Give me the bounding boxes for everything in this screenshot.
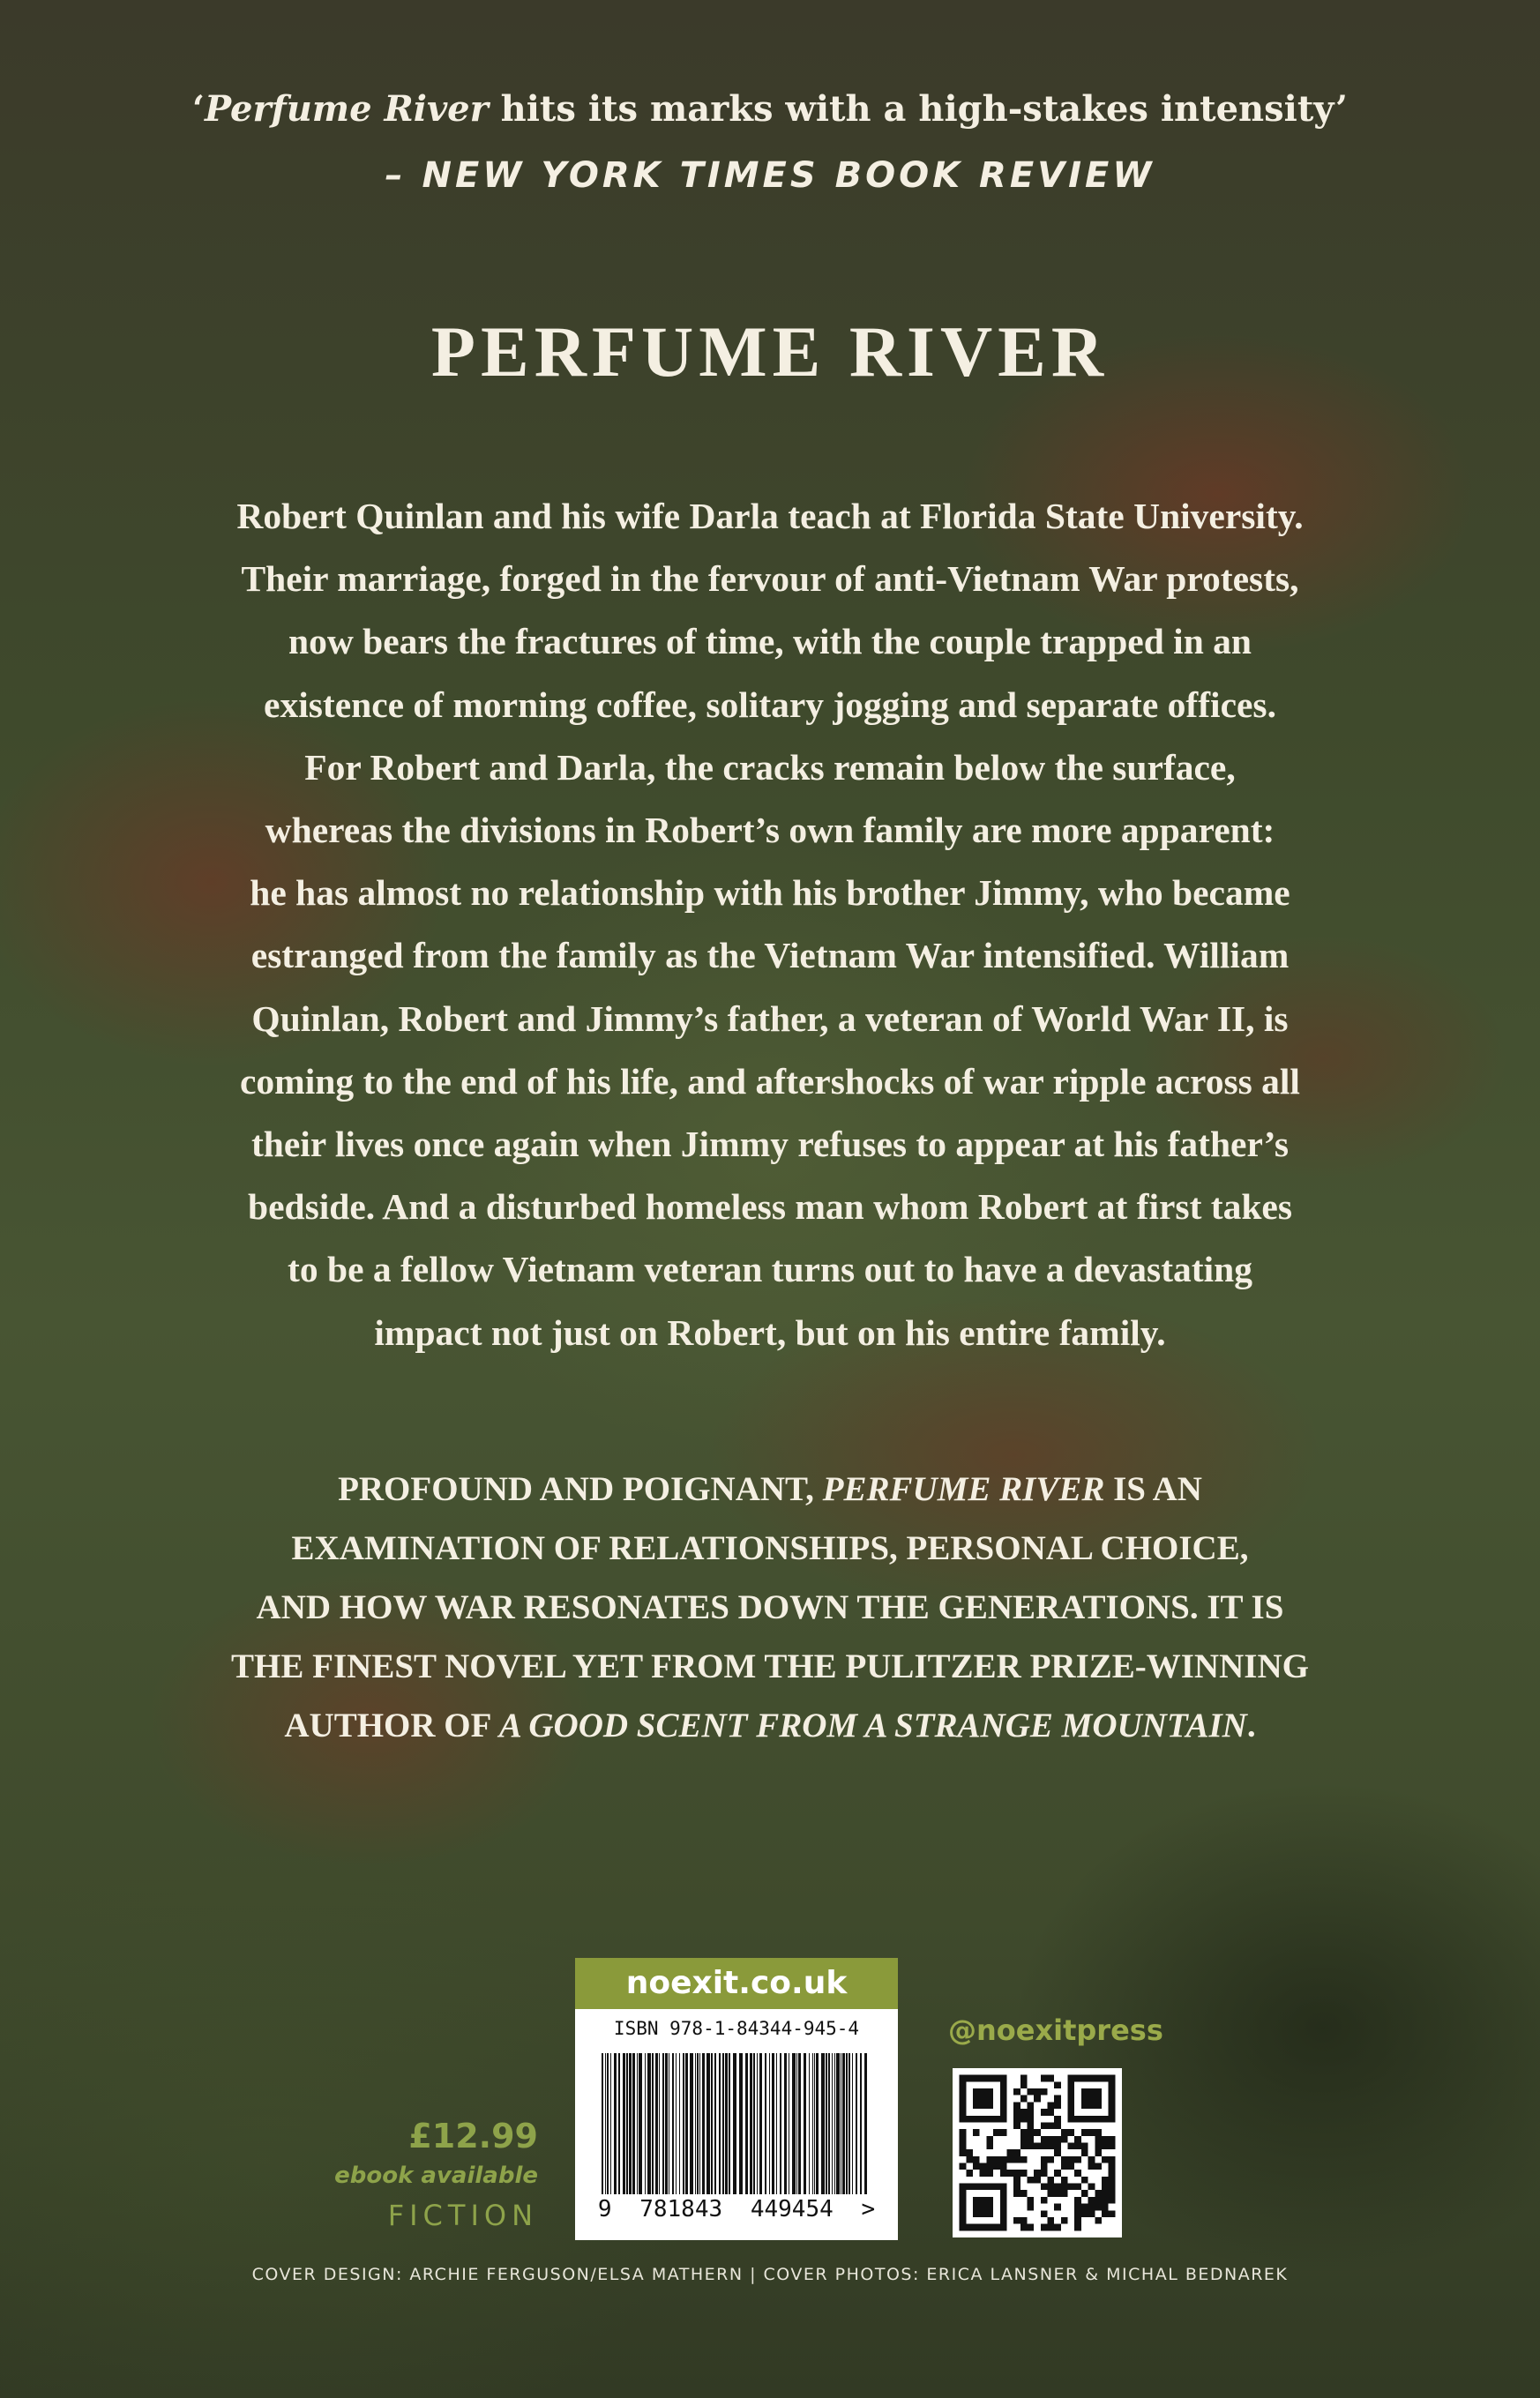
qr-module	[1041, 2184, 1048, 2191]
qr-module	[1020, 2075, 1028, 2082]
barcode-bar	[814, 2053, 815, 2194]
qr-module	[1102, 2184, 1109, 2191]
qr-module	[960, 2129, 967, 2136]
qr-module	[1095, 2129, 1102, 2136]
qr-module	[1027, 2116, 1034, 2123]
qr-module	[1034, 2095, 1041, 2103]
barcode-bar	[757, 2053, 758, 2194]
qr-module	[966, 2156, 973, 2163]
barcode-bar	[679, 2053, 680, 2194]
qr-module	[1020, 2095, 1028, 2103]
qr-module	[1048, 2109, 1055, 2116]
qr-module	[1102, 2210, 1109, 2217]
qr-module	[1048, 2224, 1055, 2231]
qr-module	[1054, 2184, 1061, 2191]
barcode-bar	[856, 2053, 857, 2194]
qr-module	[1068, 2184, 1075, 2191]
barcode-bar	[626, 2053, 628, 2194]
blurb-line: EXAMINATION OF RELATIONSHIPS, PERSONAL CHOICE,	[291, 1529, 1249, 1567]
barcode-bar	[804, 2053, 806, 2194]
qr-module	[1109, 2190, 1116, 2197]
barcode-digit: >	[861, 2196, 876, 2222]
qr-module	[1000, 2129, 1007, 2136]
blurb-line: AND HOW WAR RESONATES DOWN THE GENERATIONS. IT IS	[256, 1588, 1284, 1626]
qr-module	[1095, 2217, 1102, 2224]
barcode-bar	[683, 2053, 684, 2194]
description-line: now bears the fractures of time, with the couple trapped in an	[288, 621, 1252, 662]
barcode-bar	[848, 2053, 850, 2194]
qr-module	[1088, 2210, 1095, 2217]
barcode-bar	[672, 2053, 674, 2194]
blurb-title: A GOOD SCENT FROM A STRANGE MOUNTAIN	[498, 1707, 1247, 1744]
publisher-site: noexit.co.uk	[575, 1958, 898, 2009]
qr-module	[1013, 2122, 1020, 2129]
qr-module	[1074, 2217, 1081, 2224]
qr-module	[993, 2156, 1000, 2163]
qr-module	[1054, 2170, 1061, 2177]
qr-module	[1074, 2210, 1081, 2217]
qr-module	[1020, 2190, 1028, 2197]
qr-module	[1054, 2095, 1061, 2103]
barcode-bar	[772, 2053, 774, 2194]
qr-module	[1102, 2136, 1109, 2143]
qr-module	[1081, 2088, 1102, 2109]
barcode-bar	[602, 2053, 603, 2194]
qr-module	[1027, 2224, 1034, 2231]
barcode-bar	[809, 2053, 810, 2194]
cover-credits: COVER DESIGN: ARCHIE FERGUSON/ELSA MATHERN | COVER PHOTOS: ERICA LANSNER & MICHAL BEDNAREK	[251, 2265, 1289, 2284]
qr-module	[1054, 2102, 1061, 2109]
barcode-bar	[860, 2053, 862, 2194]
barcode-bar	[719, 2053, 721, 2194]
barcode-bar	[816, 2053, 819, 2194]
description-line: whereas the divisions in Robert’s own family are more apparent:	[265, 810, 1275, 851]
barcode-bar	[769, 2053, 770, 2194]
barcode-bar	[826, 2053, 827, 2194]
qr-module	[966, 2170, 973, 2177]
barcode-bar	[836, 2053, 840, 2194]
barcode-bars	[602, 2053, 871, 2194]
qr-module	[986, 2163, 993, 2170]
qr-module	[1068, 2156, 1075, 2163]
qr-module	[993, 2163, 1000, 2170]
barcode-bar	[733, 2053, 736, 2194]
qr-module	[1074, 2197, 1081, 2204]
barcode-bar	[665, 2053, 668, 2194]
barcode-bar	[832, 2053, 833, 2194]
qr-module	[1034, 2142, 1041, 2149]
barcode-bar	[729, 2053, 730, 2194]
qr-module	[1013, 2109, 1020, 2116]
qr-module	[1061, 2156, 1068, 2163]
price: £12.99	[408, 2117, 538, 2155]
qr-module	[1102, 2177, 1109, 2184]
barcode-bar	[745, 2053, 748, 2194]
qr-module	[1095, 2190, 1102, 2197]
blurb-line: THE FINEST NOVEL YET FROM THE PULITZER PRIZE-WINNING	[231, 1647, 1309, 1685]
qr-module	[1074, 2170, 1081, 2177]
qr-module	[973, 2163, 980, 2170]
qr-module	[960, 2149, 967, 2156]
barcode-bar	[776, 2053, 777, 2194]
barcode-bar	[750, 2053, 752, 2194]
description-line: For Robert and Darla, the cracks remain below the surface,	[304, 746, 1236, 788]
barcode-bar	[645, 2053, 646, 2194]
qr-module	[1054, 2122, 1061, 2129]
qr-module	[986, 2136, 993, 2143]
barcode-bar	[706, 2053, 710, 2194]
qr-module	[1027, 2122, 1034, 2129]
qr-module	[1068, 2163, 1075, 2170]
qr-module	[1109, 2136, 1116, 2143]
qr-module	[973, 2156, 980, 2163]
qr-module	[1020, 2109, 1028, 2116]
description-line: Robert Quinlan and his wife Darla teach at Florida State University.	[236, 496, 1304, 536]
qr-module	[1013, 2177, 1020, 2184]
barcode-bar	[834, 2053, 835, 2194]
qr-module	[1095, 2204, 1102, 2211]
barcode	[575, 2009, 898, 2240]
qr-module	[980, 2170, 987, 2177]
qr-module	[993, 2129, 1000, 2136]
qr-module	[1081, 2210, 1088, 2217]
qr-module	[1041, 2122, 1048, 2129]
qr-module	[1088, 2129, 1095, 2136]
qr-module	[1041, 2163, 1048, 2170]
qr-module	[1074, 2204, 1081, 2211]
barcode-bar	[637, 2053, 638, 2194]
qr-module	[1061, 2129, 1068, 2136]
qr-module	[980, 2163, 987, 2170]
barcode-bar	[662, 2053, 664, 2194]
qr-module	[1074, 2142, 1081, 2149]
qr-module	[1109, 2177, 1116, 2184]
qr-module	[1020, 2116, 1028, 2123]
qr-module	[1020, 2142, 1028, 2149]
qr-module	[1109, 2210, 1116, 2217]
description	[97, 485, 1443, 1364]
qr-module	[1041, 2109, 1048, 2116]
barcode-digit: 9	[597, 2196, 612, 2222]
qr-module	[1068, 2129, 1075, 2136]
barcode-bar	[629, 2053, 632, 2194]
qr-module	[1006, 2156, 1013, 2163]
qr-module	[1041, 2156, 1048, 2163]
barcode-bar	[753, 2053, 755, 2194]
qr-module	[1027, 2088, 1034, 2095]
qr-module	[1000, 2156, 1007, 2163]
qr-module	[1013, 2184, 1020, 2191]
qr-module	[1081, 2149, 1088, 2156]
qr-module	[1054, 2142, 1061, 2149]
qr-module	[1109, 2156, 1116, 2163]
qr-module	[1095, 2142, 1102, 2149]
barcode-bar	[623, 2053, 625, 2194]
qr-module	[1013, 2088, 1020, 2095]
qr-module	[1027, 2204, 1034, 2211]
book-title: PERFUME RIVER	[430, 311, 1110, 392]
qr-module	[1013, 2149, 1020, 2156]
barcode-bar	[711, 2053, 713, 2194]
description-line: their lives once again when Jimmy refuses to appear at his father’s	[250, 1124, 1290, 1165]
blurb-title: PERFUME RIVER	[822, 1470, 1105, 1508]
qr-module	[973, 2197, 993, 2217]
qr-module	[1102, 2156, 1109, 2163]
qr-module	[1020, 2156, 1028, 2163]
qr-module	[1034, 2170, 1041, 2177]
description-line: to be a fellow Vietnam veteran turns out to have a devastating	[288, 1249, 1252, 1290]
qr-module	[960, 2136, 967, 2143]
blurb-line	[97, 1696, 1443, 1755]
barcode-bar	[618, 2053, 620, 2194]
qr-module	[1034, 2129, 1041, 2136]
qr-module	[1061, 2163, 1068, 2170]
qr-module	[1048, 2102, 1055, 2109]
qr-module	[1006, 2170, 1013, 2177]
barcode-digit: 449454	[750, 2196, 834, 2222]
qr-module	[1041, 2224, 1048, 2231]
qr-module	[1027, 2102, 1034, 2109]
qr-module	[1054, 2204, 1061, 2211]
qr-module	[1074, 2184, 1081, 2191]
blurb-text: IS AN	[1104, 1470, 1202, 1508]
qr-module	[1054, 2136, 1061, 2143]
barcode-bar	[842, 2053, 845, 2194]
barcode-digits	[575, 2196, 898, 2222]
qr-module	[1088, 2204, 1095, 2211]
qr-module	[1102, 2142, 1109, 2149]
qr-module	[1020, 2224, 1028, 2231]
barcode-bar	[846, 2053, 848, 2194]
qr-module	[1095, 2136, 1102, 2143]
qr-module	[1027, 2129, 1034, 2136]
qr-module	[1048, 2075, 1055, 2082]
qr-module	[1020, 2081, 1028, 2088]
barcode-bar	[697, 2053, 699, 2194]
barcode-bar	[655, 2053, 658, 2194]
qr-module	[1034, 2088, 1041, 2095]
barcode-bar	[607, 2053, 609, 2194]
qr-module	[1074, 2156, 1081, 2163]
blurb	[97, 1460, 1443, 1755]
qr-module	[1109, 2170, 1116, 2177]
barcode-bar	[632, 2053, 635, 2194]
barcode-bar	[725, 2053, 728, 2194]
quote-source: – NEW YORK TIMES BOOK REVIEW	[385, 155, 1155, 196]
social-handle: @noexitpress	[948, 2013, 1163, 2047]
quote-title: Perfume River	[204, 88, 489, 130]
qr-module	[960, 2142, 967, 2149]
qr-module	[1081, 2204, 1088, 2211]
barcode-bar	[784, 2053, 787, 2194]
barcode-bar	[614, 2053, 617, 2194]
barcode-bar	[798, 2053, 801, 2194]
blurb-line	[97, 1460, 1443, 1519]
quote-open-mark: ‘	[192, 88, 205, 130]
barcode-bar	[821, 2053, 825, 2194]
barcode-bar	[639, 2053, 642, 2194]
qr-module	[1081, 2129, 1088, 2136]
barcode-bar	[659, 2053, 660, 2194]
barcode-bar	[864, 2053, 867, 2194]
barcode-bar	[695, 2053, 696, 2194]
blurb-text: AUTHOR OF	[284, 1707, 499, 1744]
qr-module	[1054, 2116, 1061, 2123]
description-line: Quinlan, Robert and Jimmy’s father, a veteran of World War II, is	[251, 997, 1289, 1039]
qr-module	[986, 2170, 993, 2177]
qr-module	[1027, 2177, 1034, 2184]
qr-module	[1000, 2170, 1007, 2177]
qr-module	[1061, 2217, 1068, 2224]
qr-module	[1013, 2217, 1020, 2224]
qr-module	[1013, 2116, 1020, 2123]
qr-module	[1027, 2197, 1034, 2204]
qr-module	[1048, 2217, 1055, 2224]
qr-module	[1041, 2075, 1048, 2082]
qr-module	[1054, 2081, 1061, 2088]
qr-module	[973, 2129, 980, 2136]
qr-module	[1027, 2142, 1034, 2149]
qr-module	[1088, 2163, 1095, 2170]
qr-module	[1081, 2177, 1088, 2184]
qr-module	[1048, 2177, 1055, 2184]
qr-module	[1041, 2142, 1048, 2149]
qr-module	[1000, 2163, 1007, 2170]
description-line: he has almost no relationship with his brother Jimmy, who became	[250, 872, 1290, 914]
qr-module	[1061, 2177, 1068, 2184]
barcode-bar	[739, 2053, 743, 2194]
qr-module	[1095, 2197, 1102, 2204]
barcode-bar	[780, 2053, 781, 2194]
qr-module	[1041, 2136, 1048, 2143]
qr-module	[1109, 2197, 1116, 2204]
qr-module	[1061, 2190, 1068, 2197]
barcode-bar	[676, 2053, 677, 2194]
barcode-bar	[652, 2053, 654, 2194]
qr-module	[1041, 2197, 1048, 2204]
qr-module	[986, 2156, 993, 2163]
qr-module	[1013, 2190, 1020, 2197]
qr-module	[1013, 2156, 1020, 2163]
qr-module	[1061, 2184, 1068, 2191]
qr-module	[1054, 2149, 1061, 2156]
qr-module	[1041, 2210, 1048, 2217]
barcode-bar	[647, 2053, 651, 2194]
qr-module	[1074, 2224, 1081, 2231]
qr-module	[1109, 2142, 1116, 2149]
qr-module	[1054, 2190, 1061, 2197]
qr-module	[1020, 2217, 1028, 2224]
qr-module	[1020, 2129, 1028, 2136]
qr-code-pattern	[953, 2068, 1122, 2237]
qr-module	[1088, 2197, 1095, 2204]
qr-module	[1081, 2190, 1088, 2197]
qr-module	[1088, 2156, 1095, 2163]
qr-module	[1074, 2136, 1081, 2143]
barcode-bar	[792, 2053, 796, 2194]
barcode-digit: 781843	[639, 2196, 723, 2222]
qr-module	[1006, 2149, 1013, 2156]
qr-module	[1054, 2224, 1061, 2231]
qr-module	[1020, 2136, 1028, 2143]
genre-label: FICTION	[387, 2199, 538, 2232]
qr-module	[1109, 2163, 1116, 2170]
description-line: estranged from the family as the Vietnam War intensified. William	[250, 935, 1290, 976]
barcode-bar	[765, 2053, 766, 2194]
qr-module	[1048, 2136, 1055, 2143]
qr-module	[1102, 2190, 1109, 2197]
description-line: Their marriage, forged in the fervour of anti-Vietnam War protests,	[241, 558, 1299, 600]
barcode-bar	[610, 2053, 611, 2194]
qr-module	[1027, 2136, 1034, 2143]
barcode-bar	[828, 2053, 830, 2194]
barcode-bar	[685, 2053, 688, 2194]
quote-text: hits its marks with a high-stakes intensity’	[488, 88, 1348, 130]
qr-module	[1048, 2156, 1055, 2163]
qr-module	[1027, 2109, 1034, 2116]
qr-module	[966, 2149, 973, 2156]
qr-module	[1013, 2170, 1020, 2177]
barcode-bar	[605, 2053, 606, 2194]
barcode-bar	[714, 2053, 716, 2194]
barcode-bar	[702, 2053, 705, 2194]
description-line: impact not just on Robert, but on his entire family.	[374, 1311, 1166, 1353]
description-line: bedside. And a disturbed homeless man whom Robert at first takes	[248, 1186, 1292, 1228]
qr-module	[1048, 2142, 1055, 2149]
qr-module	[986, 2142, 993, 2149]
qr-module	[1048, 2122, 1055, 2129]
barcode-bar	[812, 2053, 813, 2194]
qr-module	[1088, 2184, 1095, 2191]
qr-module	[1013, 2102, 1020, 2109]
qr-module	[1102, 2197, 1109, 2204]
qr-module	[1061, 2136, 1068, 2143]
qr-module	[1041, 2170, 1048, 2177]
description-line: existence of morning coffee, solitary jogging and separate offices.	[264, 684, 1276, 725]
qr-module	[973, 2088, 993, 2109]
blurb-text: .	[1246, 1707, 1256, 1744]
barcode-bar	[722, 2053, 724, 2194]
barcode-bar	[759, 2053, 762, 2194]
barcode-bar	[796, 2053, 797, 2194]
barcode-bar	[690, 2053, 693, 2194]
isbn-label: ISBN 978-1-84344-945-4	[613, 2018, 860, 2039]
qr-module	[1109, 2184, 1116, 2191]
qr-module	[1095, 2149, 1102, 2156]
review-quote	[0, 88, 1540, 130]
barcode-bar	[852, 2053, 853, 2194]
qr-module	[1081, 2142, 1088, 2149]
qr-code	[953, 2068, 1122, 2237]
qr-module	[1048, 2184, 1055, 2191]
qr-module	[1048, 2190, 1055, 2197]
qr-module	[1041, 2088, 1048, 2095]
qr-module	[1034, 2177, 1041, 2184]
description-line: coming to the end of his life, and aftershocks of war ripple across all	[240, 1060, 1300, 1102]
qr-module	[1068, 2142, 1075, 2149]
blurb-text: PROFOUND AND POIGNANT,	[338, 1470, 823, 1508]
qr-module	[1020, 2170, 1028, 2177]
ebook-note: ebook available	[334, 2163, 538, 2189]
barcode-bar	[699, 2053, 700, 2194]
qr-module	[960, 2163, 967, 2170]
qr-module	[1095, 2163, 1102, 2170]
qr-module	[1102, 2204, 1109, 2211]
